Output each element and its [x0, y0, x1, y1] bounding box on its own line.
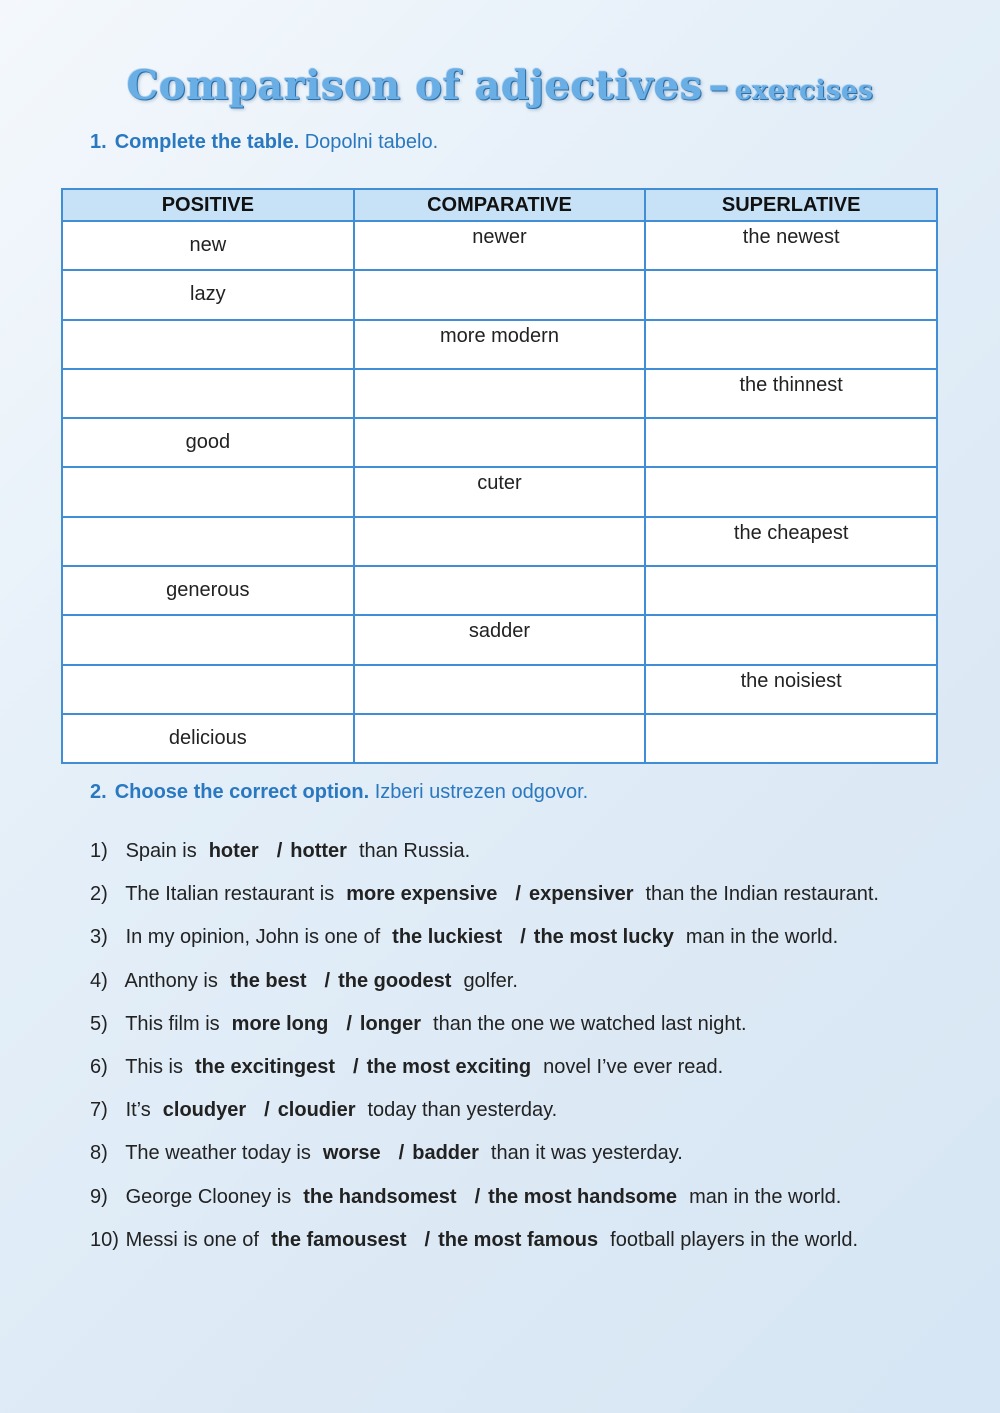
section1-heading	[90, 131, 438, 154]
item-number: 9)	[90, 1185, 108, 1208]
option-2[interactable]: the most lucky	[533, 926, 674, 949]
cell-positive[interactable]	[62, 369, 354, 418]
sentence-post: today than yesterday.	[367, 1099, 558, 1122]
title-main: Comparison of adjectives	[126, 62, 703, 109]
item-number: 1)	[90, 840, 108, 862]
cell-comparative[interactable]: more modern	[354, 320, 646, 369]
option-2[interactable]: cloudier	[277, 1099, 356, 1122]
item-number: 4)	[90, 969, 108, 992]
adjective-table	[61, 188, 938, 764]
sentence-list	[90, 840, 879, 1272]
cell-positive[interactable]	[62, 615, 354, 664]
table-row	[62, 665, 937, 714]
list-item	[90, 883, 879, 926]
option-separator: /	[353, 1055, 359, 1078]
cell-comparative[interactable]: sadder	[354, 615, 646, 664]
list-item	[90, 970, 879, 1013]
cell-positive[interactable]: new	[62, 221, 354, 270]
cell-positive[interactable]	[62, 517, 354, 566]
sentence-pre: It’s	[125, 1099, 151, 1122]
header-positive: POSITIVE	[62, 189, 354, 221]
sentence-post: than the Indian restaurant.	[645, 883, 879, 906]
table-header-row	[62, 189, 937, 221]
list-item	[90, 926, 879, 969]
section1-number: 1.	[90, 131, 107, 153]
item-number: 5)	[90, 1012, 108, 1035]
option-separator: /	[424, 1228, 431, 1251]
cell-comparative[interactable]: newer	[354, 221, 646, 270]
option-2[interactable]: longer	[359, 1012, 422, 1035]
table-row	[62, 517, 937, 566]
option-separator: /	[520, 926, 526, 949]
table-row	[62, 270, 937, 319]
option-1[interactable]: more long	[231, 1012, 329, 1035]
sentence-post: football players in the world.	[610, 1228, 859, 1251]
list-item	[90, 1099, 879, 1142]
section2-translation: Izberi ustrezen odgovor.	[374, 781, 589, 803]
option-separator: /	[276, 840, 283, 862]
option-separator: /	[264, 1099, 270, 1122]
table-row	[62, 418, 937, 467]
sentence-post: novel I’ve ever read.	[543, 1055, 724, 1078]
section1-instruction: Complete the table.	[114, 131, 300, 153]
item-number: 8)	[90, 1142, 108, 1165]
sentence-pre: This film is	[125, 1012, 220, 1035]
option-1[interactable]: hoter	[208, 840, 259, 862]
item-number: 2)	[90, 883, 108, 906]
cell-positive[interactable]	[62, 665, 354, 714]
cell-comparative[interactable]	[354, 714, 646, 763]
section1-translation: Dopolni tabelo.	[304, 131, 439, 153]
cell-positive[interactable]	[62, 320, 354, 369]
sentence-pre: In my opinion, John is one of	[125, 926, 381, 949]
option-1[interactable]: cloudyer	[162, 1099, 247, 1122]
sentence-pre: Spain is	[125, 840, 197, 862]
option-separator: /	[515, 883, 521, 906]
item-number: 3)	[90, 926, 108, 949]
cell-superlative[interactable]	[645, 714, 937, 763]
cell-superlative[interactable]	[645, 320, 937, 369]
list-item	[90, 1056, 879, 1099]
cell-comparative[interactable]	[354, 566, 646, 615]
option-separator: /	[346, 1012, 352, 1035]
title-dash: –	[708, 62, 730, 109]
title-sub: exercises	[735, 76, 874, 106]
header-superlative: SUPERLATIVE	[645, 189, 937, 221]
cell-superlative[interactable]	[645, 467, 937, 516]
option-1[interactable]: more expensive	[346, 883, 498, 906]
option-2[interactable]: the most exciting	[366, 1055, 532, 1078]
sentence-pre: Messi is one of	[125, 1228, 259, 1251]
option-2[interactable]: hotter	[290, 840, 347, 862]
cell-superlative[interactable]: the cheapest	[645, 517, 937, 566]
option-separator: /	[398, 1142, 405, 1165]
list-item	[90, 840, 879, 883]
sentence-post: man in the world.	[689, 1185, 842, 1208]
option-1[interactable]: the best	[229, 969, 307, 992]
section2-instruction: Choose the correct option.	[114, 781, 370, 803]
sentence-post: than it was yesterday.	[490, 1142, 683, 1165]
cell-positive[interactable]: delicious	[62, 714, 354, 763]
header-comparative: COMPARATIVE	[354, 189, 646, 221]
table-row	[62, 615, 937, 664]
table-row	[62, 566, 937, 615]
option-2[interactable]: expensiver	[528, 883, 634, 906]
cell-superlative[interactable]: the noisiest	[645, 665, 937, 714]
cell-superlative[interactable]: the newest	[645, 221, 937, 270]
table-row	[62, 320, 937, 369]
sentence-pre: This is	[125, 1055, 183, 1078]
cell-comparative[interactable]	[354, 517, 646, 566]
cell-superlative[interactable]: the thinnest	[645, 369, 937, 418]
option-separator: /	[324, 969, 331, 992]
table-row	[62, 369, 937, 418]
list-item	[90, 1186, 879, 1229]
option-1[interactable]: worse	[322, 1142, 381, 1165]
list-item	[90, 1142, 879, 1185]
item-number: 10)	[90, 1228, 119, 1251]
option-1[interactable]: the luckiest	[392, 926, 503, 949]
cell-positive[interactable]: generous	[62, 566, 354, 615]
cell-superlative[interactable]	[645, 615, 937, 664]
cell-comparative[interactable]	[354, 369, 646, 418]
cell-comparative[interactable]	[354, 665, 646, 714]
table-row	[62, 714, 937, 763]
item-number: 7)	[90, 1099, 108, 1122]
cell-superlative[interactable]	[645, 418, 937, 467]
option-1[interactable]: the excitingest	[195, 1055, 336, 1078]
table-row	[62, 467, 937, 516]
option-1[interactable]: the famousest	[270, 1228, 407, 1251]
page-title	[0, 62, 1000, 109]
sentence-post: golfer.	[463, 969, 518, 992]
cell-superlative[interactable]	[645, 566, 937, 615]
cell-positive[interactable]	[62, 467, 354, 516]
option-2[interactable]: the goodest	[338, 969, 452, 992]
sentence-pre: The Italian restaurant is	[125, 883, 335, 906]
list-item	[90, 1229, 879, 1272]
option-2[interactable]: the most famous	[438, 1228, 599, 1251]
item-number: 6)	[90, 1055, 108, 1078]
sentence-pre: The weather today is	[125, 1142, 311, 1165]
option-1[interactable]: the handsomest	[303, 1185, 457, 1208]
sentence-pre: Anthony is	[124, 969, 218, 992]
cell-superlative[interactable]	[645, 270, 937, 319]
sentence-post: man in the world.	[685, 926, 839, 949]
option-2[interactable]: badder	[412, 1142, 479, 1165]
option-separator: /	[474, 1185, 481, 1208]
sentence-post: than the one we watched last night.	[433, 1012, 747, 1035]
cell-comparative[interactable]	[354, 270, 646, 319]
option-2[interactable]: the most handsome	[488, 1185, 678, 1208]
sentence-post: than Russia.	[358, 840, 471, 862]
list-item	[90, 1013, 879, 1056]
cell-comparative[interactable]: cuter	[354, 467, 646, 516]
cell-comparative[interactable]	[354, 418, 646, 467]
sentence-pre: George Clooney is	[125, 1185, 292, 1208]
section2-heading	[90, 781, 588, 804]
section2-number: 2.	[90, 781, 107, 803]
cell-positive[interactable]: lazy	[62, 270, 354, 319]
table-row	[62, 221, 937, 270]
cell-positive[interactable]: good	[62, 418, 354, 467]
